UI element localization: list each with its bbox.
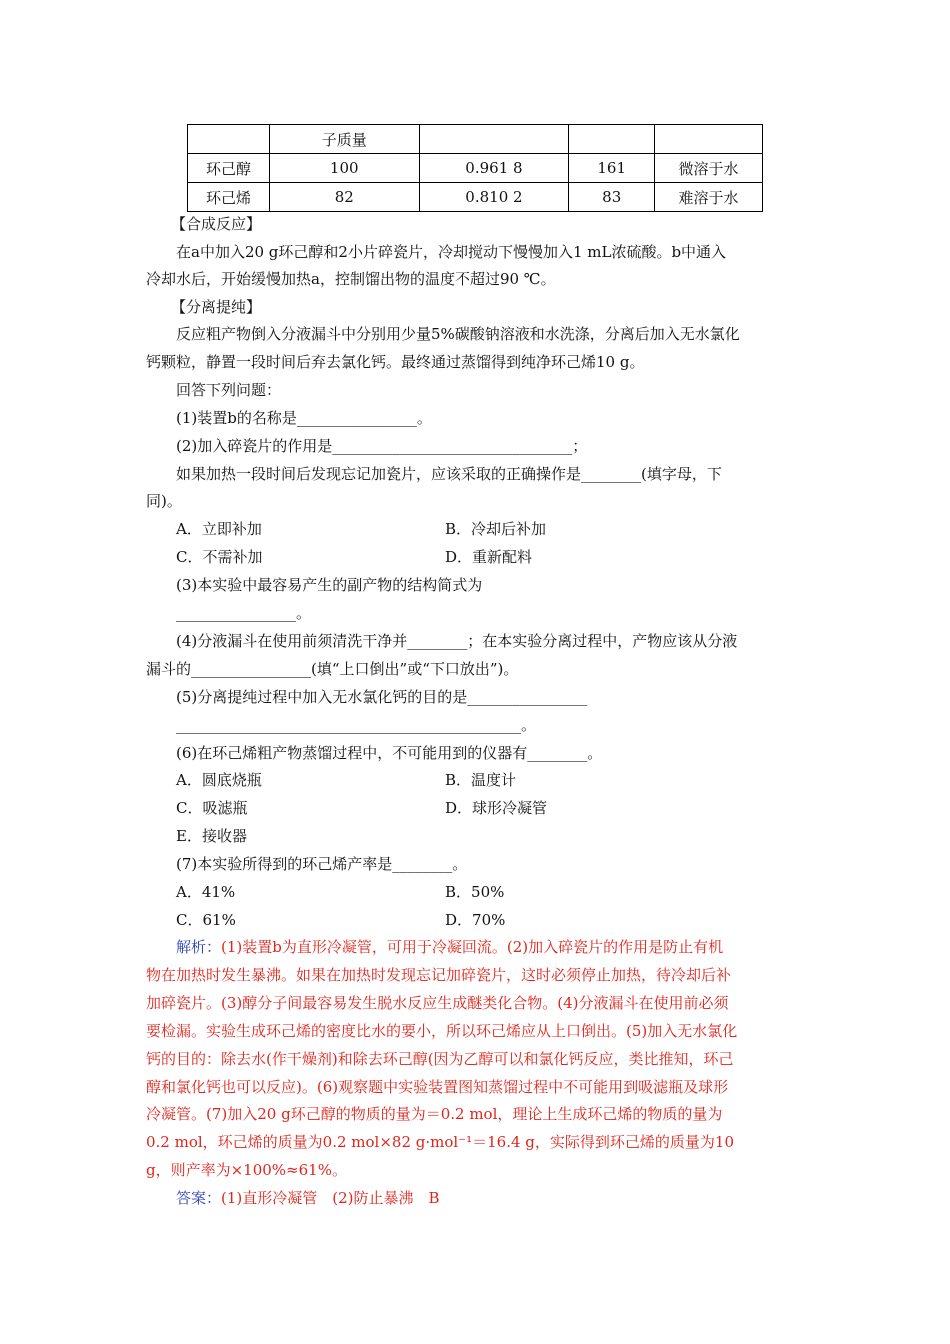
table-cell: 82 — [269, 183, 419, 212]
analysis-line: 醇和氯化钙也可以反应)。(6)观察题中实验装置图知蒸馏过程中不可能用到吸滤瓶及球形 — [146, 1078, 729, 1096]
question-2: (2)加入碎瓷片的作用是________________________________； — [176, 437, 588, 455]
question-3: (3)本实验中最容易产生的副产物的结构简式为 — [176, 576, 483, 594]
option-b: B．冷却后补加 — [445, 520, 547, 538]
option-d: D．70% — [445, 911, 506, 929]
paragraph-line: 冷却水后，开始缓慢加热a，控制馏出物的温度不超过90 ℃。 — [146, 270, 556, 288]
question-4-cont: 漏斗的________________(填“上口倒出”或“下口放出”)。 — [146, 660, 519, 678]
table-cell: 0.810 2 — [419, 183, 569, 212]
paragraph-line: 在a中加入20 g环己醇和2小片碎瓷片，冷却搅动下慢慢加入1 mL浓硫酸。b中通入 — [176, 243, 727, 261]
question-5: (5)分离提纯过程中加入无水氯化钙的目的是________________ — [176, 688, 588, 706]
paragraph-line: 反应粗产物倒入分液漏斗中分别用少量5%碳酸钠溶液和水洗涤，分离后加入无水氯化 — [176, 325, 740, 343]
table-cell: 0.961 8 — [419, 154, 569, 183]
analysis-line: 要检漏。实验生成环己烯的密度比水的要小，所以环己烯应从上口倒出。(5)加入无水氯化 — [146, 1022, 738, 1040]
option-c: C．不需补加 — [176, 548, 263, 566]
section-heading-synthesis: 【合成反应】 — [171, 215, 262, 233]
prompt-line: 回答下列问题： — [176, 381, 282, 399]
question-2b: 如果加热一段时间后发现忘记加瓷片，应该采取的正确操作是________(填字母，下 — [176, 465, 722, 483]
question-7: (7)本实验所得到的环己烯产率是________。 — [176, 855, 468, 873]
option-c: C．吸滤瓶 — [176, 799, 248, 817]
table-cell — [419, 125, 569, 154]
question-4: (4)分液漏斗在使用前须清洗干净并________；在本实验分离过程中，产物应该从分液 — [176, 632, 738, 650]
question-2b-cont: 同)。 — [146, 492, 182, 510]
table-cell: 难溶于水 — [655, 183, 763, 212]
properties-table — [187, 124, 763, 212]
analysis-line: g，则产率为×100%≈61%。 — [146, 1161, 347, 1179]
table-cell: 161 — [569, 154, 655, 183]
question-1: (1)装置b的名称是________________。 — [176, 409, 432, 427]
question-5-blank: ______________________________________________。 — [176, 716, 537, 734]
paragraph-line: 钙颗粒，静置一段时间后弃去氯化钙。最终通过蒸馏得到纯净环己烯10 g。 — [146, 353, 645, 371]
option-b: B．50% — [445, 883, 505, 901]
table-cell — [655, 125, 763, 154]
option-a: A．圆底烧瓶 — [176, 771, 262, 789]
analysis-text: (1)装置b为直形冷凝管，可用于冷凝回流。(2)加入碎瓷片的作用是防止有机 — [221, 938, 724, 956]
section-heading-purify: 【分离提纯】 — [171, 298, 262, 316]
table-cell: 环己烯 — [188, 183, 270, 212]
option-a: A．立即补加 — [176, 520, 262, 538]
table-cell: 100 — [269, 154, 419, 183]
option-e: E．接收器 — [176, 827, 247, 845]
table-row — [188, 183, 763, 212]
option-c: C．61% — [176, 911, 236, 929]
question-6: (6)在环己烯粗产物蒸馏过程中，不可能用到的仪器有________。 — [176, 744, 603, 762]
table-cell — [569, 125, 655, 154]
option-b: B．温度计 — [445, 771, 517, 789]
option-a: A．41% — [176, 883, 236, 901]
table-cell — [188, 125, 270, 154]
table-row — [188, 154, 763, 183]
table-cell: 子质量 — [269, 125, 419, 154]
option-d: D．重新配料 — [445, 548, 533, 566]
answer-line — [176, 1188, 440, 1208]
table-row — [188, 125, 763, 154]
question-3-blank: ________________。 — [176, 604, 312, 622]
option-d: D．球形冷凝管 — [445, 799, 548, 817]
analysis-line: 冷凝管。(7)加入20 g环己醇的物质的量为＝0.2 mol，理论上生成环己烯的物质的量为 — [146, 1105, 723, 1123]
table-cell: 微溶于水 — [655, 154, 763, 183]
table-cell: 83 — [569, 183, 655, 212]
analysis-line — [176, 937, 723, 957]
analysis-line: 钙的目的：除去水(作干燥剂)和除去环己醇(因为乙醇可以和氯化钙反应，类比推知，环己 — [146, 1050, 734, 1068]
analysis-line: 加碎瓷片。(3)醇分子间最容易发生脱水反应生成醚类化合物。(4)分液漏斗在使用前必须 — [146, 994, 729, 1012]
analysis-line: 物在加热时发生暴沸。如果在加热时发现忘记加碎瓷片，这时必须停止加热，待冷却后补 — [146, 966, 732, 984]
analysis-label: 解析： — [176, 938, 222, 956]
analysis-line: 0.2 mol，环己烯的质量为0.2 mol×82 g·mol⁻¹＝16.4 g，实际得到环己烯的质量为10 — [146, 1133, 734, 1151]
answer-label: 答案： — [176, 1189, 222, 1207]
answer-text: (1)直形冷凝管 (2)防止暴沸 B — [221, 1189, 440, 1207]
table-cell: 环己醇 — [188, 154, 270, 183]
